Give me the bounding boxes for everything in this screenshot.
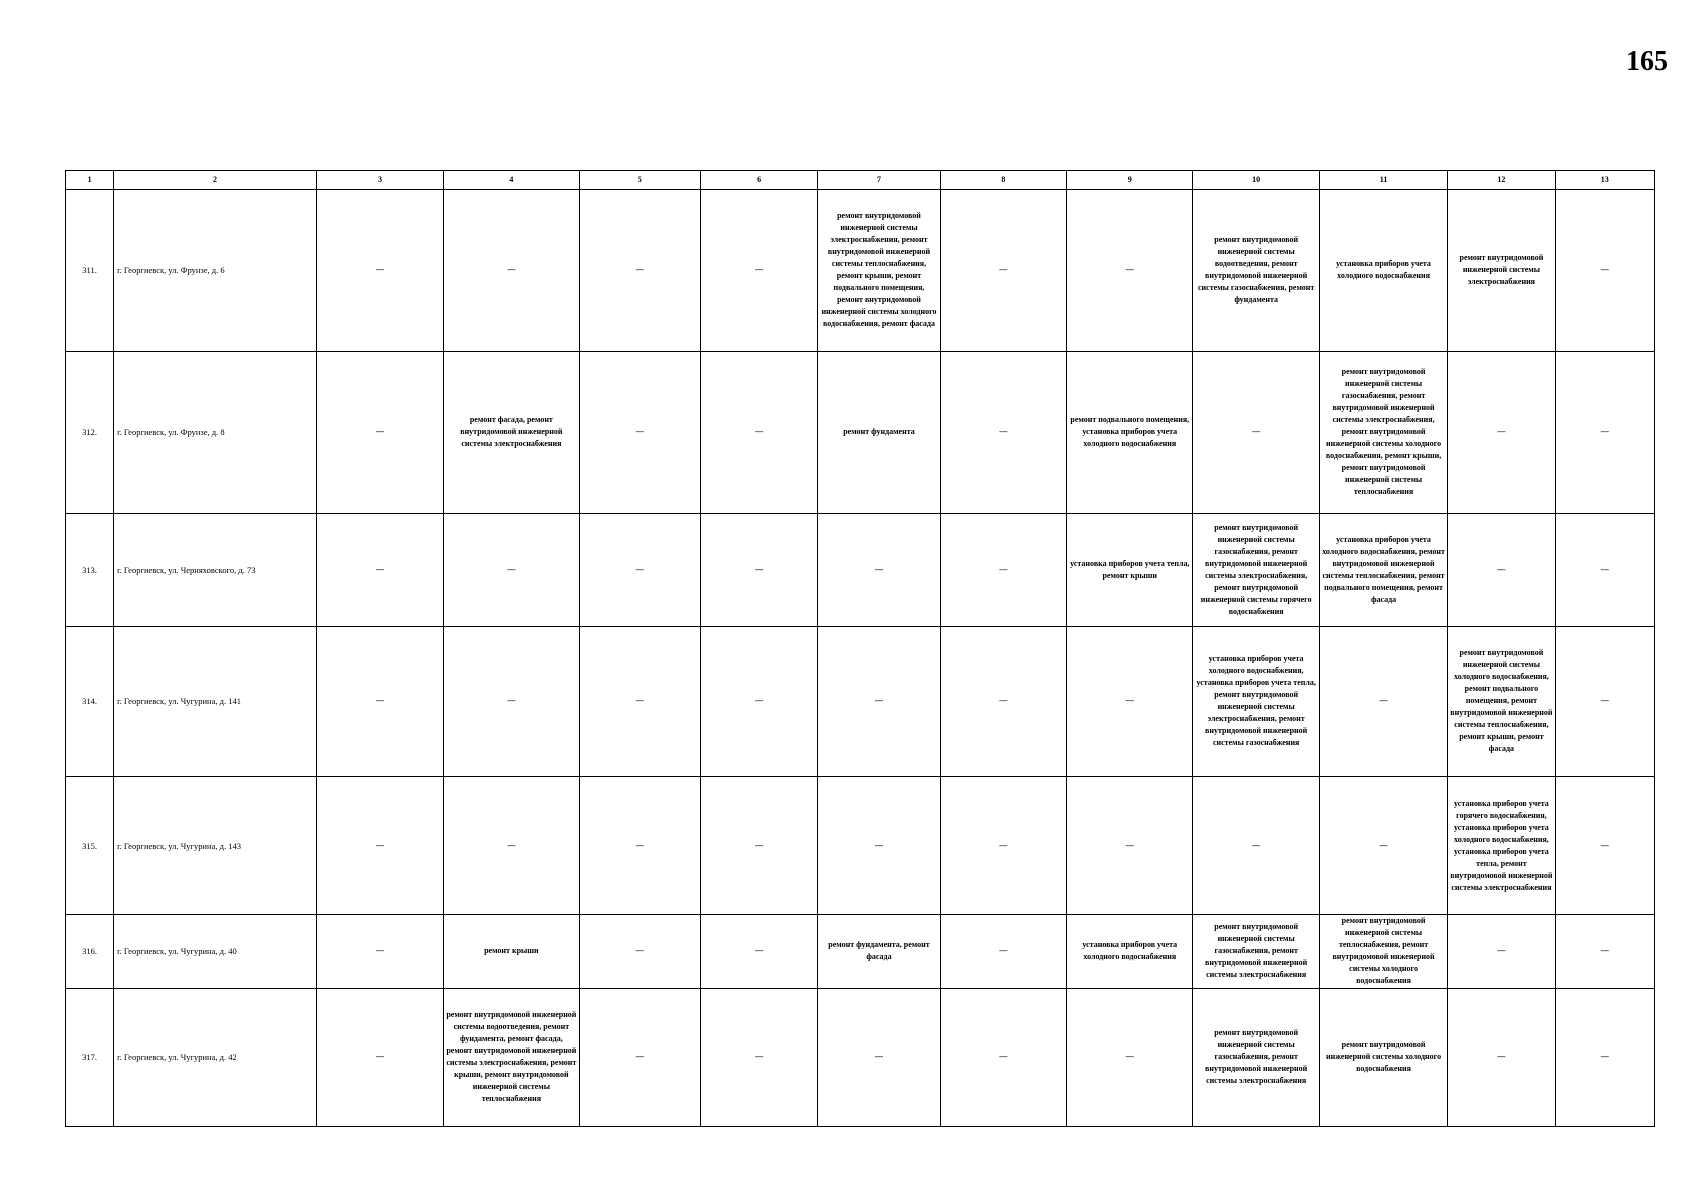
table-cell: — [940,988,1066,1126]
row-number: 314. [66,626,114,776]
table-cell: — [579,988,700,1126]
table-cell: — [1555,626,1654,776]
page-number: 165 [1626,46,1668,77]
table-cell: установка приборов учета холодного водоснабжения [1067,915,1193,989]
address-cell: г. Георгиевск, ул. Черняховского, д. 73 [114,513,317,626]
table-row [66,777,1655,915]
address-cell: г. Георгиевск, ул. Чугурина, д. 42 [114,988,317,1126]
column-header: 13 [1555,171,1654,190]
table-cell: — [1555,988,1654,1126]
table-row [66,190,1655,351]
table-cell: — [940,777,1066,915]
table-cell: — [1193,351,1319,513]
table-cell: — [579,777,700,915]
table-cell: ремонт внутридомовой инженерной системы газоснабжения, ремонт внутридомовой инженерной системы электроснабжения [1193,988,1319,1126]
row-number: 312. [66,351,114,513]
column-header: 3 [316,171,443,190]
table-cell: — [579,915,700,989]
table-cell: — [940,513,1066,626]
table-cell: — [1448,988,1555,1126]
table-cell: ремонт внутридомовой инженерной системы холодного водоснабжения [1319,988,1447,1126]
table-cell: ремонт внутридомовой инженерной системы теплоснабжения, ремонт внутридомовой инженерной системы холодного водоснабжения [1319,915,1447,989]
column-header: 10 [1193,171,1319,190]
table-cell: — [579,351,700,513]
table-cell: — [700,777,817,915]
column-header: 8 [940,171,1066,190]
table-row [66,626,1655,776]
table-cell: — [316,626,443,776]
table-cell: — [1067,988,1193,1126]
table-cell: — [700,513,817,626]
table-cell: — [818,626,940,776]
table-cell: — [1067,777,1193,915]
address-cell: г. Георгиевск, ул. Чугурина, д. 143 [114,777,317,915]
column-header: 7 [818,171,940,190]
table-cell: — [1448,915,1555,989]
table-cell: — [700,190,817,351]
table-cell: — [940,626,1066,776]
table-cell: установка приборов учета тепла, ремонт крыши [1067,513,1193,626]
table-cell: — [700,626,817,776]
column-header: 6 [700,171,817,190]
table-cell: ремонт внутридомовой инженерной системы электроснабжения, ремонт внутридомовой инженерной системы теплоснабжения, ремонт крыши, ремонт подвального помещения, ремонт внутридомовой инженерной системы холодного водоснабжения, ремонт фасада [818,190,940,351]
table-cell: — [940,190,1066,351]
table-cell: — [579,190,700,351]
table-row [66,988,1655,1126]
table-cell: — [1193,777,1319,915]
table-cell: — [1555,351,1654,513]
row-number: 313. [66,513,114,626]
address-cell: г. Георгиевск, ул. Фрунзе, д. 6 [114,190,317,351]
address-cell: г. Георгиевск, ул. Чугурина, д. 40 [114,915,317,989]
table-cell: — [1319,777,1447,915]
column-header: 11 [1319,171,1447,190]
table-cell: — [700,915,817,989]
table-cell: — [579,626,700,776]
table-cell: — [1555,915,1654,989]
table-row [66,351,1655,513]
table-cell: — [1448,351,1555,513]
table-cell: ремонт фундамента [818,351,940,513]
table-cell: ремонт внутридомовой инженерной системы холодного водоснабжения, ремонт подвального помещения, ремонт внутридомовой инженерной системы теплоснабжения, ремонт крыши, ремонт фасада [1448,626,1555,776]
table-cell: установка приборов учета холодного водоснабжения [1319,190,1447,351]
table-cell: установка приборов учета холодного водоснабжения, ремонт внутридомовой инженерной системы теплоснабжения, ремонт подвального помещения, ремонт фасада [1319,513,1447,626]
table-cell: — [316,777,443,915]
column-header: 4 [444,171,579,190]
table-cell: ремонт внутридомовой инженерной системы газоснабжения, ремонт внутридомовой инженерной системы электроснабжения, ремонт внутридомовой инженерной системы горячего водоснабжения [1193,513,1319,626]
table-cell: — [700,988,817,1126]
address-cell: г. Георгиевск, ул. Чугурина, д. 141 [114,626,317,776]
column-number-row [66,171,1655,190]
table-cell: ремонт подвального помещения, установка приборов учета холодного водоснабжения [1067,351,1193,513]
table-cell: — [700,351,817,513]
table-cell: — [579,513,700,626]
row-number: 317. [66,988,114,1126]
table-cell: — [940,915,1066,989]
column-header: 1 [66,171,114,190]
table-cell: — [1067,626,1193,776]
table-cell: — [818,988,940,1126]
table-cell: ремонт внутридомовой инженерной системы электроснабжения [1448,190,1555,351]
table-cell: — [316,190,443,351]
table-row [66,513,1655,626]
table-cell: ремонт фундамента, ремонт фасада [818,915,940,989]
table-cell: ремонт внутридомовой инженерной системы водоотведения, ремонт внутридомовой инженерной системы газоснабжения, ремонт фундамента [1193,190,1319,351]
row-number: 315. [66,777,114,915]
table-cell: — [444,513,579,626]
table-cell: — [1555,190,1654,351]
table-cell: — [444,626,579,776]
table-cell: — [444,190,579,351]
table-cell: — [1555,777,1654,915]
table-body [66,171,1655,1127]
table-cell: ремонт внутридомовой инженерной системы водоотведения, ремонт фундамента, ремонт фасада, ремонт внутридомовой инженерной системы электроснабжения, ремонт крыши, ремонт внутридомовой инженерной системы теплоснабжения [444,988,579,1126]
column-header: 9 [1067,171,1193,190]
table-cell: — [940,351,1066,513]
table-cell: — [316,513,443,626]
column-header: 5 [579,171,700,190]
table-cell: установка приборов учета холодного водоснабжения, установка приборов учета тепла, ремонт внутридомовой инженерной системы электроснабжения, ремонт внутридомовой инженерной системы газоснабжения [1193,626,1319,776]
table-cell: — [1448,513,1555,626]
table-cell: — [316,988,443,1126]
table-cell: установка приборов учета горячего водоснабжения, установка приборов учета холодного водоснабжения, установка приборов учета тепла, ремонт внутридомовой инженерной системы электроснабжения [1448,777,1555,915]
table-cell: — [1319,626,1447,776]
table-cell: — [444,777,579,915]
table-cell: — [316,351,443,513]
row-number: 311. [66,190,114,351]
column-header: 12 [1448,171,1555,190]
table-cell: — [316,915,443,989]
table-cell: — [818,777,940,915]
table-cell: ремонт внутридомовой инженерной системы газоснабжения, ремонт внутридомовой инженерной системы электроснабжения, ремонт внутридомовой инженерной системы холодного водоснабжения, ремонт крыши, ремонт внутридомовой инженерной системы теплоснабжения [1319,351,1447,513]
table-cell: ремонт внутридомовой инженерной системы газоснабжения, ремонт внутридомовой инженерной системы электроснабжения [1193,915,1319,989]
table-cell: ремонт фасада, ремонт внутридомовой инженерной системы электроснабжения [444,351,579,513]
table-row [66,915,1655,989]
table-cell: ремонт крыши [444,915,579,989]
column-header: 2 [114,171,317,190]
repair-schedule-table [65,170,1655,1127]
table-cell: — [1555,513,1654,626]
table-cell: — [1067,190,1193,351]
address-cell: г. Георгиевск, ул. Фрунзе, д. 8 [114,351,317,513]
table-cell: — [818,513,940,626]
row-number: 316. [66,915,114,989]
